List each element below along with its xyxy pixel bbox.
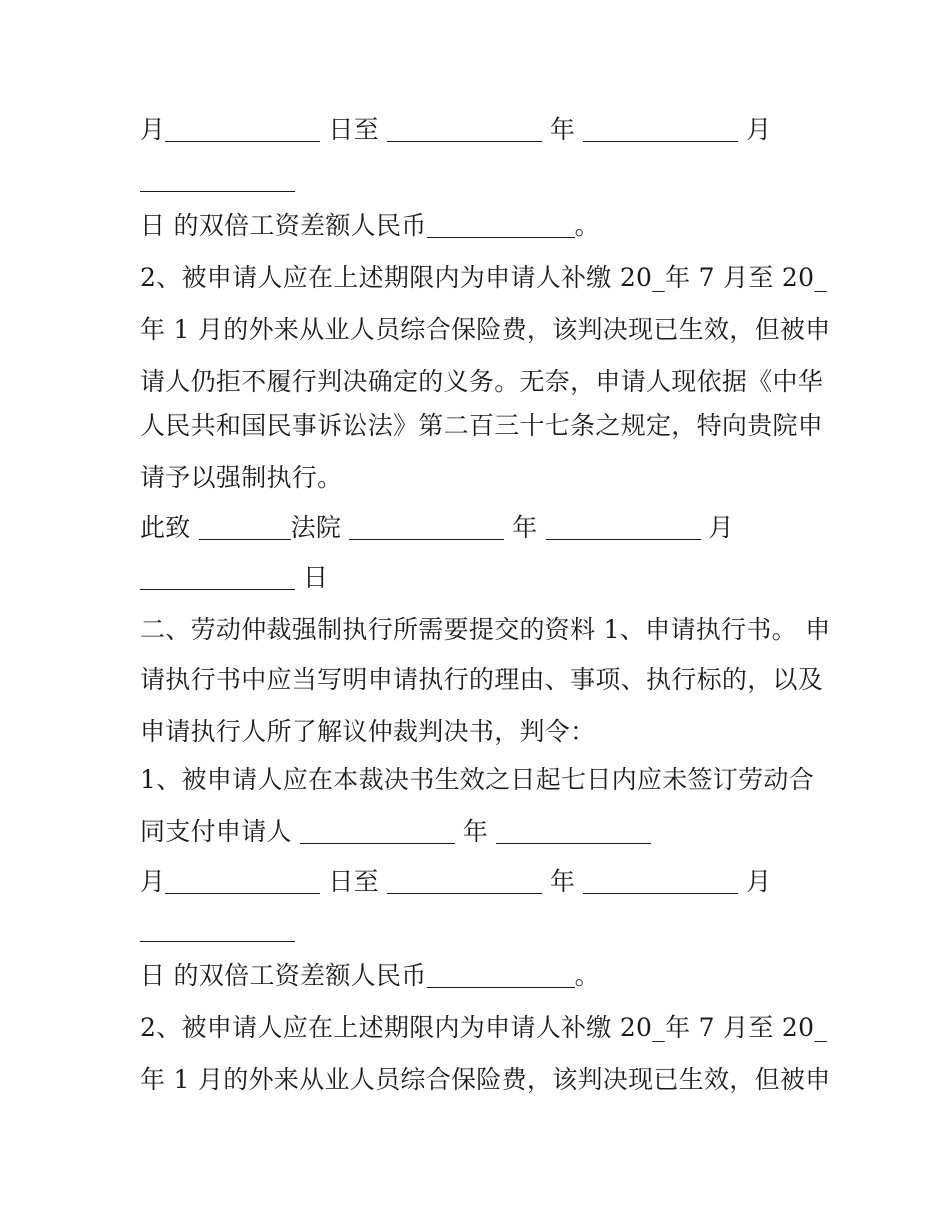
blank-underline	[496, 817, 651, 844]
text-line: 2、被申请人应在上述期限内为申请人补缴 20_年 7 月至 20_	[140, 1013, 828, 1042]
blank-underline	[349, 513, 504, 540]
period-mark: 。	[574, 961, 600, 990]
wage-text: 日 的双倍工资差额人民币	[140, 961, 427, 990]
day-label: 日	[303, 563, 329, 592]
blank-underline	[427, 211, 575, 238]
text-line	[140, 910, 820, 950]
blank-underline	[300, 817, 455, 844]
blank-underline	[583, 115, 738, 142]
pay-applicant-text: 同支付申请人	[140, 817, 292, 846]
month-label: 月	[140, 867, 166, 896]
blank-underline	[427, 961, 575, 988]
court-label: 法院	[290, 513, 342, 542]
text-line: 年 1 月的外来从业人员综合保险费，该判决现已生效，但被申	[140, 1065, 831, 1094]
blank-underline	[387, 115, 542, 142]
text-line: 请予以强制执行。	[140, 463, 343, 492]
text-line	[140, 862, 820, 902]
text-line: 年 1 月的外来从业人员综合保险费，该判决现已生效，但被申	[140, 315, 831, 344]
month-label: 月	[140, 115, 166, 144]
text-line: 人民共和国民事诉讼法》第二百三十七条之规定，特向贵院申	[140, 411, 824, 440]
blank-underline	[165, 115, 320, 142]
year-label: 年	[549, 115, 576, 144]
blank-underline	[140, 165, 295, 192]
period-mark: 。	[574, 211, 600, 240]
text-line: 2、被申请人应在上述期限内为申请人补缴 20_年 7 月至 20_	[140, 263, 828, 292]
day-to-label: 日至	[328, 867, 379, 896]
day-to-label: 日至	[328, 115, 379, 144]
blank-underline	[140, 915, 295, 942]
month-label: 月	[708, 513, 734, 542]
text-line	[140, 160, 820, 200]
text-line	[140, 558, 820, 598]
blank-underline	[165, 867, 320, 894]
wage-text: 日 的双倍工资差额人民币	[140, 211, 427, 240]
blank-underline	[140, 563, 295, 590]
text-line: 请执行书中应当写明申请执行的理由、事项、执行标的，以及	[140, 665, 824, 694]
blank-underline	[199, 513, 291, 540]
text-line	[140, 508, 820, 548]
month-label: 月	[746, 867, 772, 896]
blank-underline	[546, 513, 701, 540]
text-line	[140, 956, 820, 996]
text-line: 二、劳动仲裁强制执行所需要提交的资料 1、申请执行书。 申	[140, 615, 831, 644]
month-label: 月	[746, 115, 772, 144]
text-line: 申请执行人所了解议仲裁判决书，判令：	[140, 717, 596, 746]
text-line	[140, 110, 820, 150]
text-line: 请人仍拒不履行判决确定的义务。无奈，申请人现依据《中华	[140, 367, 824, 396]
year-label: 年	[549, 867, 576, 896]
year-label: 年	[462, 817, 489, 846]
blank-underline	[387, 867, 542, 894]
text-line	[140, 206, 820, 246]
text-line	[140, 812, 820, 852]
year-label: 年	[512, 513, 538, 542]
text-line: 1、被申请人应在本裁决书生效之日起七日内应未签订劳动合	[140, 765, 815, 794]
salutation: 此致	[140, 513, 191, 542]
blank-underline	[583, 867, 738, 894]
